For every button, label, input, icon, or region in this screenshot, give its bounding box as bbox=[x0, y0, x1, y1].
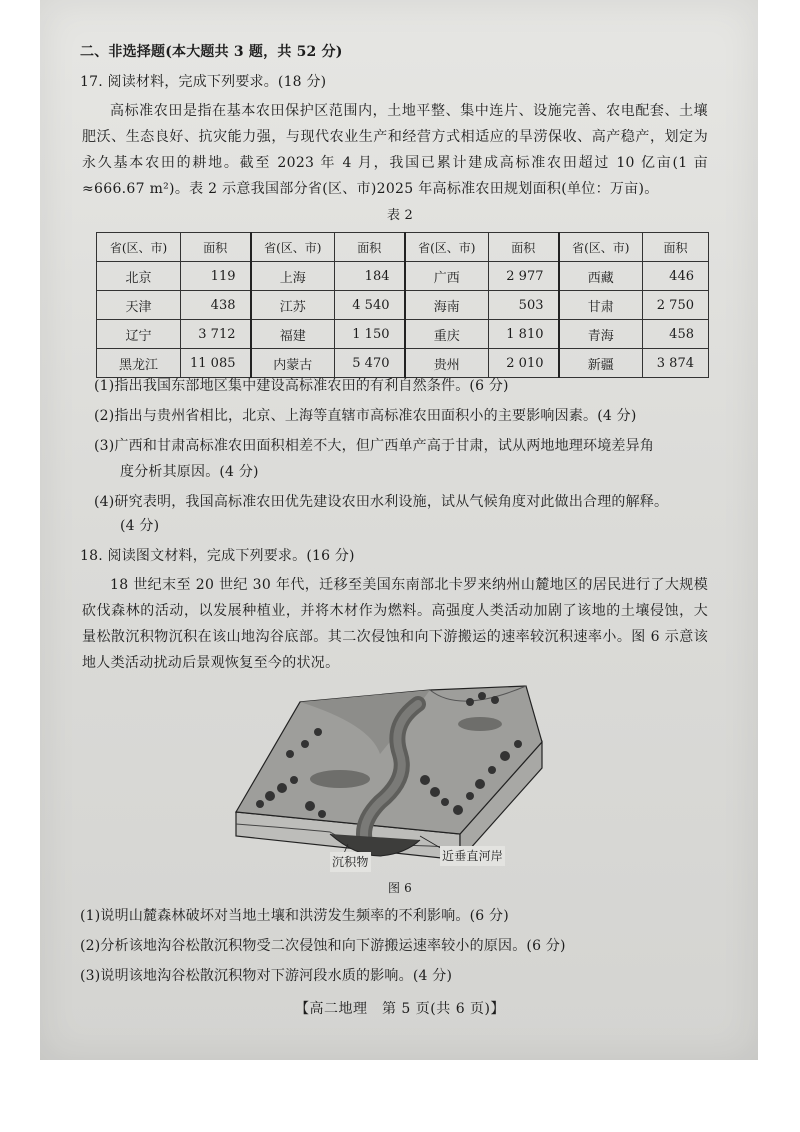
sediment-patch bbox=[310, 770, 370, 788]
table-cell: 重庆 bbox=[405, 320, 489, 349]
section-header: 二、非选择题(本大题共 3 题，共 52 分) bbox=[80, 44, 343, 60]
table-row bbox=[97, 349, 709, 378]
table-2 bbox=[96, 232, 709, 378]
table-cell: 438 bbox=[181, 291, 251, 320]
question-17-title: 17. 阅读材料，完成下列要求。(18 分) bbox=[80, 74, 327, 90]
table-cell: 446 bbox=[643, 262, 709, 291]
table-cell: 11 085 bbox=[181, 349, 251, 378]
question-17-2: (2)指出与贵州省相比，北京、上海等直辖市高标准农田面积小的主要影响因素。(4 分) bbox=[94, 408, 637, 424]
table-cell: 青海 bbox=[559, 320, 643, 349]
table-row bbox=[97, 262, 709, 291]
table-cell: 184 bbox=[335, 262, 405, 291]
table-row bbox=[97, 291, 709, 320]
table-cell: 5 470 bbox=[335, 349, 405, 378]
table-cell: 福建 bbox=[251, 320, 335, 349]
table-row bbox=[97, 320, 709, 349]
question-17-1: (1)指出我国东部地区集中建设高标准农田的有利自然条件。(6 分) bbox=[94, 378, 509, 394]
table-cell: 上海 bbox=[251, 262, 335, 291]
table-cell: 江苏 bbox=[251, 291, 335, 320]
table-header: 面积 bbox=[181, 233, 251, 262]
table-cell: 甘肃 bbox=[559, 291, 643, 320]
table-2-caption: 表 2 bbox=[386, 208, 413, 223]
table-cell: 2 750 bbox=[643, 291, 709, 320]
table-cell: 贵州 bbox=[405, 349, 489, 378]
question-18-1: (1)说明山麓森林破坏对当地土壤和洪涝发生频率的不利影响。(6 分) bbox=[80, 908, 509, 924]
table-cell: 内蒙古 bbox=[251, 349, 335, 378]
table-header: 面积 bbox=[643, 233, 709, 262]
table-cell: 2 010 bbox=[489, 349, 559, 378]
table-cell: 4 540 bbox=[335, 291, 405, 320]
table-cell: 西藏 bbox=[559, 262, 643, 291]
table-cell: 3 712 bbox=[181, 320, 251, 349]
table-header: 面积 bbox=[489, 233, 559, 262]
sediment-patch bbox=[458, 717, 502, 731]
table-header: 面积 bbox=[335, 233, 405, 262]
question-18-material: 18 世纪末至 20 世纪 30 年代，迁移至美国东南部北卡罗来纳州山麓地区的居民进行了大规模砍伐森林的活动，以发展种植业，并将木材作为燃料。高强度人类活动加剧了该地的土壤侵蚀，大量松散沉积物沉积在该山地沟谷底部。其二次侵蚀和向下游搬运的速率较沉积速率小。图 6 示意该地人类活动扰动后景观恢复至今的状况。 bbox=[82, 577, 708, 671]
table-cell: 119 bbox=[181, 262, 251, 291]
question-18-title: 18. 阅读图文材料，完成下列要求。(16 分) bbox=[80, 548, 355, 564]
table-cell: 海南 bbox=[405, 291, 489, 320]
table-header: 省(区、市) bbox=[405, 233, 489, 262]
table-cell: 3 874 bbox=[643, 349, 709, 378]
label-sediment: 沉积物 bbox=[330, 852, 371, 872]
figure-6-caption: 图 6 bbox=[387, 881, 413, 895]
table-cell: 458 bbox=[643, 320, 709, 349]
table-cell: 1 810 bbox=[489, 320, 559, 349]
question-18-3: (3)说明该地沟谷松散沉积物对下游河段水质的影响。(4 分) bbox=[80, 968, 453, 984]
table-cell: 2 977 bbox=[489, 262, 559, 291]
table-header: 省(区、市) bbox=[97, 233, 181, 262]
table-cell: 天津 bbox=[97, 291, 181, 320]
table-cell: 广西 bbox=[405, 262, 489, 291]
table-header-row bbox=[97, 233, 709, 262]
question-17-4-line2: (4 分) bbox=[120, 518, 160, 534]
question-17-material: 高标准农田是指在基本农田保护区范围内，土地平整、集中连片、设施完善、农电配套、土壤肥沃、生态良好、抗灾能力强，与现代农业生产和经营方式相适应的旱涝保收、高产稳产，划定为永久基本农田的耕地。截至 2023 年 4 月，我国已累计建成高标准农田超过 10 亿亩(1 亩≈666.67 m²)。表 2 示意我国部分省(区、市)2025 年高标准农田规划面积(单位：万亩)。 bbox=[82, 103, 708, 197]
page-footer: 【高二地理 第 5 页(共 6 页)】 bbox=[294, 1001, 506, 1017]
question-17-3-line1: (3)广西和甘肃高标准农田面积相差不大，但广西单产高于甘肃，试从两地地理环境差异角 bbox=[94, 438, 655, 454]
table-cell: 北京 bbox=[97, 262, 181, 291]
table-header: 省(区、市) bbox=[559, 233, 643, 262]
question-17-4-line1: (4)研究表明，我国高标准农田优先建设农田水利设施，试从气候角度对此做出合理的解释。 bbox=[94, 494, 669, 510]
table-cell: 新疆 bbox=[559, 349, 643, 378]
question-18-2: (2)分析该地沟谷松散沉积物受二次侵蚀和向下游搬运速率较小的原因。(6 分) bbox=[80, 938, 566, 954]
table-cell: 黑龙江 bbox=[97, 349, 181, 378]
table-cell: 辽宁 bbox=[97, 320, 181, 349]
table-header: 省(区、市) bbox=[251, 233, 335, 262]
question-17-3-line2: 度分析其原因。(4 分) bbox=[120, 464, 259, 480]
table-cell: 1 150 bbox=[335, 320, 405, 349]
label-vertical-bank: 近垂直河岸 bbox=[440, 846, 505, 866]
table-cell: 503 bbox=[489, 291, 559, 320]
